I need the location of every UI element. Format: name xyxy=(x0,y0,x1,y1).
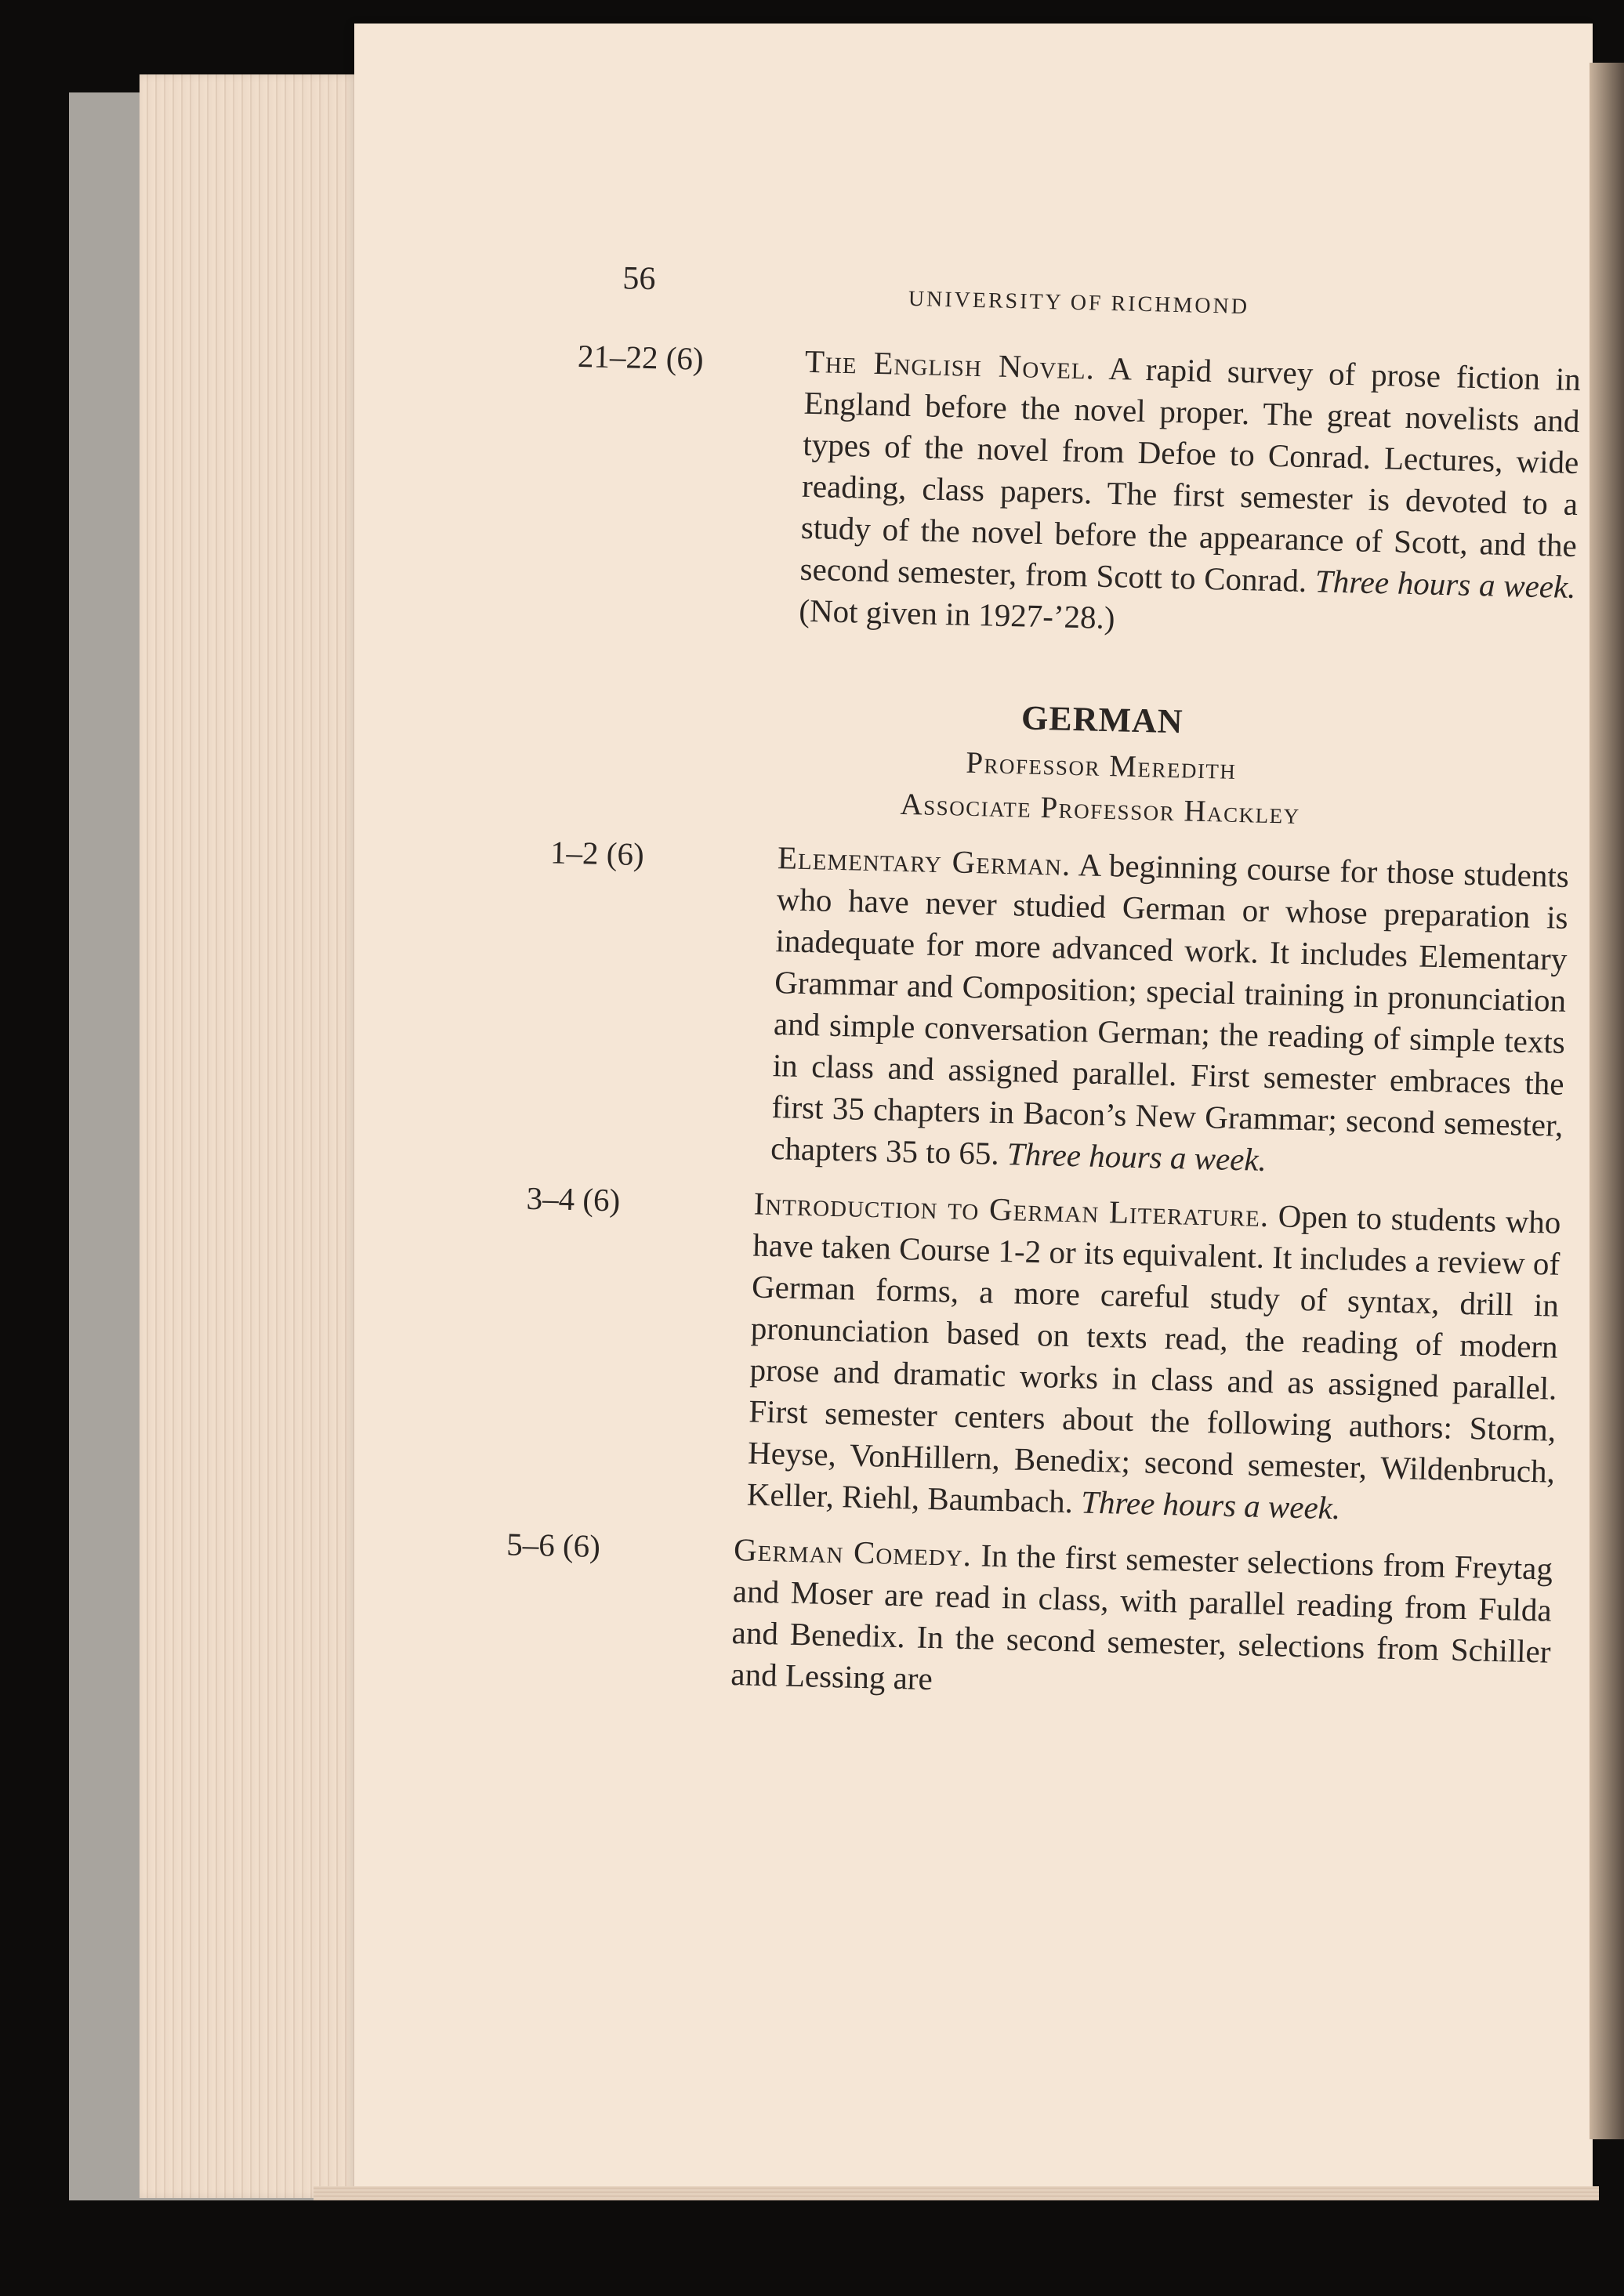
department-heading xyxy=(629,689,1573,842)
course-body: A rapid survey of prose fiction in England before the novel proper. The great novelists and types of the novel from Defoe to Conrad. Lectures, wide reading, class papers. The first semester is devoted to a study of the novel before the appearance of Scott, and the second semester, from Scott to Conrad. xyxy=(799,349,1582,599)
course-description xyxy=(770,837,1570,1188)
course-body: A beginning course for those students who have never studied German or whose preparation is inadequate for more advanced work. It includes Elementary Grammar and Composition; special training in pronunciation and simple conversation German; the reading of simple texts in class and assigned parallel. First semester embraces the first 35 chapters in Bacon’s New Grammar; second semester, chapters 35 to 65. xyxy=(770,846,1570,1172)
page-right-edge xyxy=(1590,63,1624,2139)
course-entry xyxy=(503,1523,1553,1714)
page-number: 56 xyxy=(622,260,656,298)
professor-line: Associate Professor Hackley xyxy=(900,787,1301,831)
course-note: (Not given in 1927-’28.) xyxy=(798,592,1116,636)
course-body: Open to students who have taken Course 1-2 or its equivalent. It includes a review of German forms, a more careful study of syntax, drill in pronunciation based on texts read, the reading of modern prose and dramatic works in class and as assigned parallel. First semester centers about the following authors: Storm, Heyse, VonHillern, Benedix; second semester, Wildenbruch, Keller, Riehl, Baumbach. xyxy=(746,1197,1561,1520)
professor-line: Professor Meredith xyxy=(965,745,1237,786)
running-title: UNIVERSITY OF RICHMOND xyxy=(908,286,1250,320)
course-number: 3–4 (6) xyxy=(526,1179,621,1219)
course-hours: Three hours a week. xyxy=(1314,563,1577,606)
page-stack-bottom xyxy=(314,2186,1599,2200)
course-number: 1–2 (6) xyxy=(549,834,645,873)
course-entry xyxy=(571,335,1581,650)
course-number: 21–22 (6) xyxy=(577,337,705,377)
course-title: Introduction to German Literature. xyxy=(753,1185,1270,1234)
department-name: GERMAN xyxy=(1020,698,1184,741)
course-title: Elementary German. xyxy=(777,839,1071,882)
course-title: German Comedy. xyxy=(733,1531,973,1574)
course-body: In the first semester selections from Freytag and Moser are read in class, with parallel reading from Fulda and Benedix. In the second semester, selections from Schiller and Lessing are xyxy=(730,1537,1553,1697)
course-title: The English Novel. xyxy=(804,342,1096,386)
course-description xyxy=(730,1529,1553,1715)
page-stack-edges xyxy=(140,74,375,2198)
page-text xyxy=(506,259,1583,1715)
course-description xyxy=(746,1183,1561,1534)
course-hours: Three hours a week. xyxy=(1006,1135,1267,1178)
course-entry xyxy=(543,831,1570,1188)
course-hours: Three hours a week. xyxy=(1080,1483,1341,1526)
course-description xyxy=(799,341,1581,650)
course-entry xyxy=(519,1178,1561,1534)
course-number: 5–6 (6) xyxy=(506,1526,601,1565)
